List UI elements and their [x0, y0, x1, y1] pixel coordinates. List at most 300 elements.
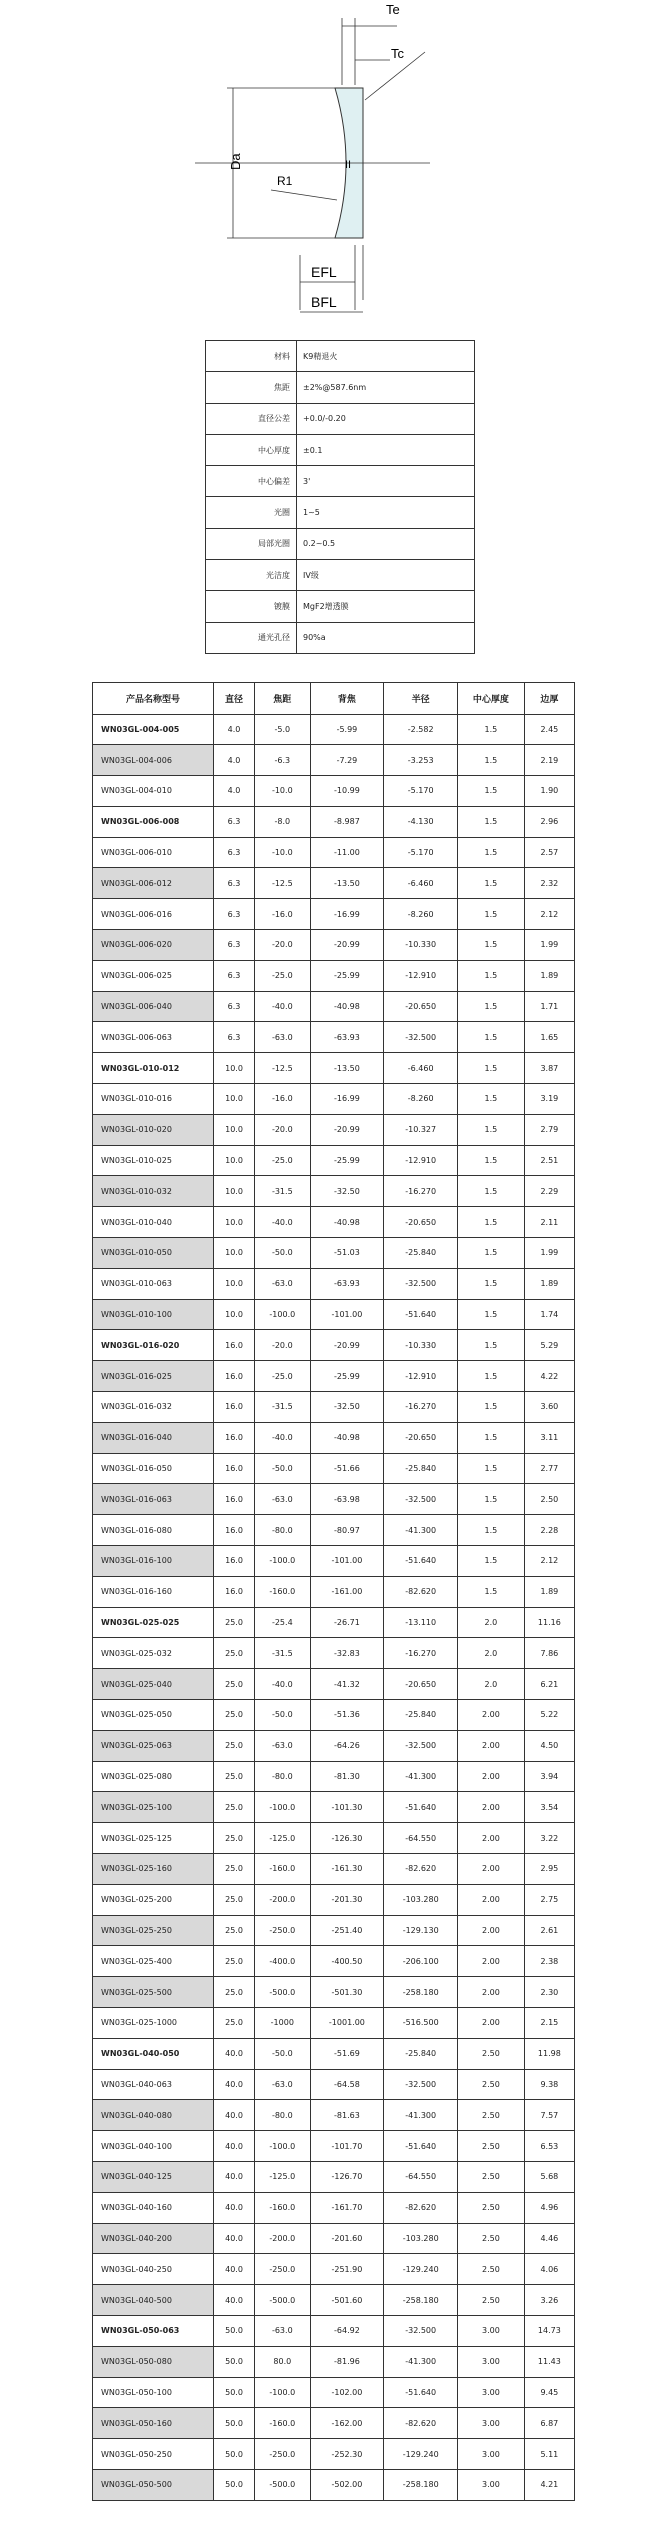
radius-cell: -12.910: [384, 960, 458, 991]
edge-thickness-cell: 1.65: [524, 1022, 574, 1053]
table-row: [93, 2069, 575, 2100]
back-focal-cell: -10.99: [310, 776, 384, 807]
spec-row: [206, 403, 475, 434]
edge-thickness-cell: 2.77: [524, 1453, 574, 1484]
model-cell: WN03GL-016-025: [93, 1361, 214, 1392]
center-thickness-cell: 1.5: [458, 1453, 525, 1484]
da-label: Da: [228, 153, 243, 170]
center-thickness-cell: 1.5: [458, 868, 525, 899]
model-cell: WN03GL-025-160: [93, 1853, 214, 1884]
center-thickness-cell: 1.5: [458, 930, 525, 961]
table-row: [93, 1392, 575, 1423]
model-cell: WN03GL-025-100: [93, 1792, 214, 1823]
center-thickness-cell: 3.00: [458, 2346, 525, 2377]
model-cell: WN03GL-050-160: [93, 2408, 214, 2439]
radius-cell: -32.500: [384, 1022, 458, 1053]
back-focal-cell: -11.00: [310, 837, 384, 868]
focal-length-cell: -100.0: [255, 2131, 310, 2162]
back-focal-cell: -63.93: [310, 1022, 384, 1053]
back-focal-cell: -161.00: [310, 1576, 384, 1607]
back-focal-cell: -64.58: [310, 2069, 384, 2100]
focal-length-cell: -6.3: [255, 745, 310, 776]
diameter-cell: 25.0: [214, 1853, 255, 1884]
radius-cell: -20.650: [384, 1669, 458, 1700]
spec-table: [205, 340, 475, 654]
diameter-cell: 25.0: [214, 1638, 255, 1669]
diameter-cell: 16.0: [214, 1576, 255, 1607]
plano-concave-lens-drawing: [185, 0, 435, 320]
table-row: [93, 1515, 575, 1546]
center-thickness-cell: 1.5: [458, 1576, 525, 1607]
radius-cell: -8.260: [384, 1084, 458, 1115]
table-row: [93, 1700, 575, 1731]
back-focal-cell: -161.70: [310, 2192, 384, 2223]
focal-length-cell: -200.0: [255, 1884, 310, 1915]
model-cell: WN03GL-025-250: [93, 1915, 214, 1946]
radius-cell: -51.640: [384, 2377, 458, 2408]
edge-thickness-cell: 1.89: [524, 1576, 574, 1607]
diameter-cell: 40.0: [214, 2161, 255, 2192]
spec-row: [206, 466, 475, 497]
header-radius: 半径: [384, 683, 458, 715]
center-thickness-cell: 2.00: [458, 1792, 525, 1823]
center-thickness-cell: 2.00: [458, 1946, 525, 1977]
center-thickness-cell: 3.00: [458, 2469, 525, 2500]
focal-length-cell: -40.0: [255, 1669, 310, 1700]
spec-key: 焦距: [206, 372, 297, 403]
focal-length-cell: -500.0: [255, 1977, 310, 2008]
table-row: [93, 1453, 575, 1484]
center-thickness-cell: 1.5: [458, 960, 525, 991]
diameter-cell: 25.0: [214, 1884, 255, 1915]
radius-cell: -5.170: [384, 776, 458, 807]
diameter-cell: 40.0: [214, 2131, 255, 2162]
radius-cell: -25.840: [384, 1453, 458, 1484]
radius-cell: -206.100: [384, 1946, 458, 1977]
center-thickness-cell: 3.00: [458, 2315, 525, 2346]
table-row: [93, 2038, 575, 2069]
diameter-cell: 6.3: [214, 899, 255, 930]
table-row: [93, 1607, 575, 1638]
table-row: [93, 2223, 575, 2254]
spec-key: 中心厚度: [206, 434, 297, 465]
product-table-header: [93, 683, 575, 715]
model-cell: WN03GL-016-160: [93, 1576, 214, 1607]
spec-row: [206, 591, 475, 622]
edge-thickness-cell: 2.38: [524, 1946, 574, 1977]
table-row: [93, 1576, 575, 1607]
model-cell: WN03GL-040-200: [93, 2223, 214, 2254]
model-cell: WN03GL-006-063: [93, 1022, 214, 1053]
center-thickness-cell: 1.5: [458, 1299, 525, 1330]
model-cell: WN03GL-040-500: [93, 2285, 214, 2316]
table-row: [93, 2192, 575, 2223]
diameter-cell: 6.3: [214, 930, 255, 961]
focal-length-cell: -125.0: [255, 2161, 310, 2192]
center-thickness-cell: 1.5: [458, 1330, 525, 1361]
edge-thickness-cell: 3.60: [524, 1392, 574, 1423]
edge-thickness-cell: 9.45: [524, 2377, 574, 2408]
focal-length-cell: -63.0: [255, 2069, 310, 2100]
diameter-cell: 10.0: [214, 1145, 255, 1176]
focal-length-cell: -31.5: [255, 1392, 310, 1423]
edge-thickness-cell: 2.12: [524, 899, 574, 930]
table-row: [93, 2439, 575, 2470]
radius-cell: -82.620: [384, 1853, 458, 1884]
focal-length-cell: -40.0: [255, 991, 310, 1022]
focal-length-cell: -50.0: [255, 2038, 310, 2069]
model-cell: WN03GL-025-080: [93, 1761, 214, 1792]
edge-thickness-cell: 3.26: [524, 2285, 574, 2316]
diameter-cell: 50.0: [214, 2469, 255, 2500]
edge-thickness-cell: 6.21: [524, 1669, 574, 1700]
center-thickness-cell: 2.0: [458, 1607, 525, 1638]
model-cell: WN03GL-010-012: [93, 1053, 214, 1084]
back-focal-cell: -41.32: [310, 1669, 384, 1700]
radius-cell: -258.180: [384, 2285, 458, 2316]
model-cell: WN03GL-010-032: [93, 1176, 214, 1207]
center-thickness-cell: 2.00: [458, 1700, 525, 1731]
radius-cell: -32.500: [384, 1484, 458, 1515]
back-focal-cell: -252.30: [310, 2439, 384, 2470]
focal-length-cell: -40.0: [255, 1207, 310, 1238]
edge-thickness-cell: 4.22: [524, 1361, 574, 1392]
edge-thickness-cell: 7.57: [524, 2100, 574, 2131]
radius-cell: -41.300: [384, 1761, 458, 1792]
center-thickness-cell: 2.50: [458, 2161, 525, 2192]
radius-cell: -4.130: [384, 806, 458, 837]
diameter-cell: 10.0: [214, 1238, 255, 1269]
model-cell: WN03GL-016-050: [93, 1453, 214, 1484]
radius-cell: -13.110: [384, 1607, 458, 1638]
spec-value: +0.0/-0.20: [297, 403, 475, 434]
back-focal-cell: -13.50: [310, 868, 384, 899]
center-thickness-cell: 2.50: [458, 2131, 525, 2162]
edge-thickness-cell: 11.43: [524, 2346, 574, 2377]
radius-cell: -129.240: [384, 2254, 458, 2285]
focal-length-cell: -250.0: [255, 1915, 310, 1946]
diameter-cell: 16.0: [214, 1484, 255, 1515]
diameter-cell: 50.0: [214, 2439, 255, 2470]
center-thickness-cell: 1.5: [458, 837, 525, 868]
table-row: [93, 714, 575, 745]
center-thickness-cell: 2.50: [458, 2223, 525, 2254]
edge-thickness-cell: 14.73: [524, 2315, 574, 2346]
center-thickness-cell: 1.5: [458, 1484, 525, 1515]
spec-value: 1~5: [297, 497, 475, 528]
model-cell: WN03GL-006-012: [93, 868, 214, 899]
edge-thickness-cell: 4.21: [524, 2469, 574, 2500]
table-row: [93, 2007, 575, 2038]
edge-thickness-cell: 4.96: [524, 2192, 574, 2223]
back-focal-cell: -64.26: [310, 1730, 384, 1761]
focal-length-cell: -31.5: [255, 1638, 310, 1669]
focal-length-cell: 80.0: [255, 2346, 310, 2377]
center-thickness-cell: 1.5: [458, 1515, 525, 1546]
model-cell: WN03GL-025-125: [93, 1823, 214, 1854]
edge-thickness-cell: 2.96: [524, 806, 574, 837]
focal-length-cell: -50.0: [255, 1453, 310, 1484]
diameter-cell: 6.3: [214, 960, 255, 991]
table-row: [93, 1669, 575, 1700]
radius-cell: -20.650: [384, 991, 458, 1022]
bfl-label: BFL: [311, 294, 337, 310]
model-cell: WN03GL-040-080: [93, 2100, 214, 2131]
model-cell: WN03GL-010-020: [93, 1114, 214, 1145]
model-cell: WN03GL-040-063: [93, 2069, 214, 2100]
center-thickness-cell: 2.0: [458, 1638, 525, 1669]
table-row: [93, 2161, 575, 2192]
diameter-cell: 10.0: [214, 1299, 255, 1330]
edge-thickness-cell: 3.87: [524, 1053, 574, 1084]
edge-thickness-cell: 1.89: [524, 1268, 574, 1299]
radius-cell: -20.650: [384, 1422, 458, 1453]
table-row: [93, 1084, 575, 1115]
model-cell: WN03GL-010-040: [93, 1207, 214, 1238]
focal-length-cell: -50.0: [255, 1238, 310, 1269]
diameter-cell: 6.3: [214, 806, 255, 837]
model-cell: WN03GL-025-050: [93, 1700, 214, 1731]
table-row: [93, 2408, 575, 2439]
header-back-focal: 背焦: [310, 683, 384, 715]
center-thickness-cell: 1.5: [458, 1422, 525, 1453]
table-row: [93, 1422, 575, 1453]
diameter-cell: 16.0: [214, 1392, 255, 1423]
model-cell: WN03GL-025-032: [93, 1638, 214, 1669]
edge-thickness-cell: 1.99: [524, 930, 574, 961]
edge-thickness-cell: 2.29: [524, 1176, 574, 1207]
table-row: [93, 1915, 575, 1946]
model-cell: WN03GL-010-063: [93, 1268, 214, 1299]
focal-length-cell: -100.0: [255, 1299, 310, 1330]
diameter-cell: 25.0: [214, 1607, 255, 1638]
focal-length-cell: -63.0: [255, 1730, 310, 1761]
table-row: [93, 1207, 575, 1238]
spec-key: 中心偏差: [206, 466, 297, 497]
back-focal-cell: -162.00: [310, 2408, 384, 2439]
spec-value: 3': [297, 466, 475, 497]
header-center-thickness: 中心厚度: [458, 683, 525, 715]
radius-cell: -51.640: [384, 1546, 458, 1577]
spec-key: 光洁度: [206, 560, 297, 591]
table-row: [93, 1853, 575, 1884]
diameter-cell: 6.3: [214, 991, 255, 1022]
focal-length-cell: -250.0: [255, 2254, 310, 2285]
model-cell: WN03GL-040-125: [93, 2161, 214, 2192]
focal-length-cell: -160.0: [255, 2192, 310, 2223]
focal-length-cell: -25.0: [255, 1145, 310, 1176]
back-focal-cell: -13.50: [310, 1053, 384, 1084]
spec-row: [206, 434, 475, 465]
table-row: [93, 930, 575, 961]
model-cell: WN03GL-050-063: [93, 2315, 214, 2346]
edge-thickness-cell: 2.50: [524, 1484, 574, 1515]
te-label: Te: [386, 2, 400, 17]
model-cell: WN03GL-016-020: [93, 1330, 214, 1361]
diameter-cell: 4.0: [214, 714, 255, 745]
model-cell: WN03GL-025-400: [93, 1946, 214, 1977]
edge-thickness-cell: 2.61: [524, 1915, 574, 1946]
tc-label: Tc: [391, 46, 404, 61]
table-row: [93, 1145, 575, 1176]
edge-thickness-cell: 2.19: [524, 745, 574, 776]
center-thickness-cell: 1.5: [458, 1022, 525, 1053]
edge-thickness-cell: 4.06: [524, 2254, 574, 2285]
edge-thickness-cell: 1.71: [524, 991, 574, 1022]
radius-cell: -258.180: [384, 2469, 458, 2500]
back-focal-cell: -51.36: [310, 1700, 384, 1731]
radius-cell: -64.550: [384, 1823, 458, 1854]
model-cell: WN03GL-016-032: [93, 1392, 214, 1423]
diameter-cell: 10.0: [214, 1207, 255, 1238]
diameter-cell: 25.0: [214, 1792, 255, 1823]
spec-row: [206, 341, 475, 372]
model-cell: WN03GL-050-100: [93, 2377, 214, 2408]
back-focal-cell: -20.99: [310, 1330, 384, 1361]
edge-thickness-cell: 3.94: [524, 1761, 574, 1792]
table-row: [93, 899, 575, 930]
spec-value: 0.2~0.5: [297, 528, 475, 559]
table-row: [93, 1330, 575, 1361]
back-focal-cell: -81.96: [310, 2346, 384, 2377]
diameter-cell: 16.0: [214, 1330, 255, 1361]
back-focal-cell: -16.99: [310, 899, 384, 930]
diameter-cell: 25.0: [214, 1946, 255, 1977]
back-focal-cell: -81.63: [310, 2100, 384, 2131]
diameter-cell: 50.0: [214, 2315, 255, 2346]
focal-length-cell: -16.0: [255, 1084, 310, 1115]
edge-thickness-cell: 2.12: [524, 1546, 574, 1577]
model-cell: WN03GL-006-016: [93, 899, 214, 930]
mark-label: II: [345, 159, 352, 171]
back-focal-cell: -40.98: [310, 1207, 384, 1238]
diameter-cell: 25.0: [214, 1977, 255, 2008]
back-focal-cell: -63.98: [310, 1484, 384, 1515]
focal-length-cell: -160.0: [255, 1576, 310, 1607]
radius-cell: -16.270: [384, 1638, 458, 1669]
back-focal-cell: -101.70: [310, 2131, 384, 2162]
back-focal-cell: -32.83: [310, 1638, 384, 1669]
focal-length-cell: -8.0: [255, 806, 310, 837]
table-row: [93, 1114, 575, 1145]
edge-thickness-cell: 5.29: [524, 1330, 574, 1361]
edge-thickness-cell: 2.15: [524, 2007, 574, 2038]
back-focal-cell: -101.30: [310, 1792, 384, 1823]
radius-cell: -32.500: [384, 1730, 458, 1761]
diameter-cell: 10.0: [214, 1114, 255, 1145]
model-cell: WN03GL-050-080: [93, 2346, 214, 2377]
efl-label: EFL: [311, 264, 337, 280]
edge-thickness-cell: 2.57: [524, 837, 574, 868]
table-row: [93, 1792, 575, 1823]
diameter-cell: 10.0: [214, 1176, 255, 1207]
table-row: [93, 1977, 575, 2008]
spec-key: 镀膜: [206, 591, 297, 622]
model-cell: WN03GL-006-040: [93, 991, 214, 1022]
diameter-cell: 10.0: [214, 1268, 255, 1299]
back-focal-cell: -40.98: [310, 991, 384, 1022]
radius-cell: -8.260: [384, 899, 458, 930]
center-thickness-cell: 1.5: [458, 1176, 525, 1207]
radius-cell: -10.327: [384, 1114, 458, 1145]
spec-key: 局部光圈: [206, 528, 297, 559]
r1-label: R1: [277, 174, 293, 188]
radius-cell: -3.253: [384, 745, 458, 776]
center-thickness-cell: 2.00: [458, 1730, 525, 1761]
radius-cell: -129.130: [384, 1915, 458, 1946]
center-thickness-cell: 2.50: [458, 2254, 525, 2285]
focal-length-cell: -160.0: [255, 2408, 310, 2439]
model-cell: WN03GL-040-050: [93, 2038, 214, 2069]
table-row: [93, 2346, 575, 2377]
edge-thickness-cell: 5.11: [524, 2439, 574, 2470]
focal-length-cell: -250.0: [255, 2439, 310, 2470]
edge-thickness-cell: 1.90: [524, 776, 574, 807]
back-focal-cell: -64.92: [310, 2315, 384, 2346]
radius-cell: -2.582: [384, 714, 458, 745]
header-diameter: 直径: [214, 683, 255, 715]
edge-thickness-cell: 1.74: [524, 1299, 574, 1330]
diameter-cell: 40.0: [214, 2192, 255, 2223]
edge-thickness-cell: 11.98: [524, 2038, 574, 2069]
edge-thickness-cell: 2.75: [524, 1884, 574, 1915]
focal-length-cell: -63.0: [255, 1484, 310, 1515]
center-thickness-cell: 2.00: [458, 1977, 525, 2008]
spec-row: [206, 497, 475, 528]
focal-length-cell: -63.0: [255, 1268, 310, 1299]
model-cell: WN03GL-016-040: [93, 1422, 214, 1453]
center-thickness-cell: 1.5: [458, 1207, 525, 1238]
table-row: [93, 2285, 575, 2316]
spec-value: ±0.1: [297, 434, 475, 465]
edge-thickness-cell: 6.87: [524, 2408, 574, 2439]
focal-length-cell: -20.0: [255, 1114, 310, 1145]
table-row: [93, 960, 575, 991]
edge-thickness-cell: 1.89: [524, 960, 574, 991]
table-row: [93, 1546, 575, 1577]
center-thickness-cell: 1.5: [458, 991, 525, 1022]
radius-cell: -51.640: [384, 1299, 458, 1330]
edge-thickness-cell: 2.79: [524, 1114, 574, 1145]
model-cell: WN03GL-050-250: [93, 2439, 214, 2470]
center-thickness-cell: 3.00: [458, 2439, 525, 2470]
center-thickness-cell: 2.50: [458, 2038, 525, 2069]
model-cell: WN03GL-025-1000: [93, 2007, 214, 2038]
center-thickness-cell: 3.00: [458, 2377, 525, 2408]
center-thickness-cell: 2.00: [458, 1761, 525, 1792]
focal-length-cell: -1000: [255, 2007, 310, 2038]
diameter-cell: 40.0: [214, 2069, 255, 2100]
back-focal-cell: -32.50: [310, 1392, 384, 1423]
diameter-cell: 16.0: [214, 1361, 255, 1392]
focal-length-cell: -50.0: [255, 1700, 310, 1731]
focal-length-cell: -20.0: [255, 1330, 310, 1361]
table-row: [93, 991, 575, 1022]
spec-value: MgF2增透膜: [297, 591, 475, 622]
table-row: [93, 837, 575, 868]
back-focal-cell: -126.70: [310, 2161, 384, 2192]
diameter-cell: 4.0: [214, 745, 255, 776]
diameter-cell: 25.0: [214, 1700, 255, 1731]
diameter-cell: 50.0: [214, 2346, 255, 2377]
center-thickness-cell: 1.5: [458, 776, 525, 807]
back-focal-cell: -25.99: [310, 1145, 384, 1176]
back-focal-cell: -20.99: [310, 930, 384, 961]
back-focal-cell: -63.93: [310, 1268, 384, 1299]
radius-cell: -64.550: [384, 2161, 458, 2192]
model-cell: WN03GL-025-200: [93, 1884, 214, 1915]
back-focal-cell: -201.60: [310, 2223, 384, 2254]
